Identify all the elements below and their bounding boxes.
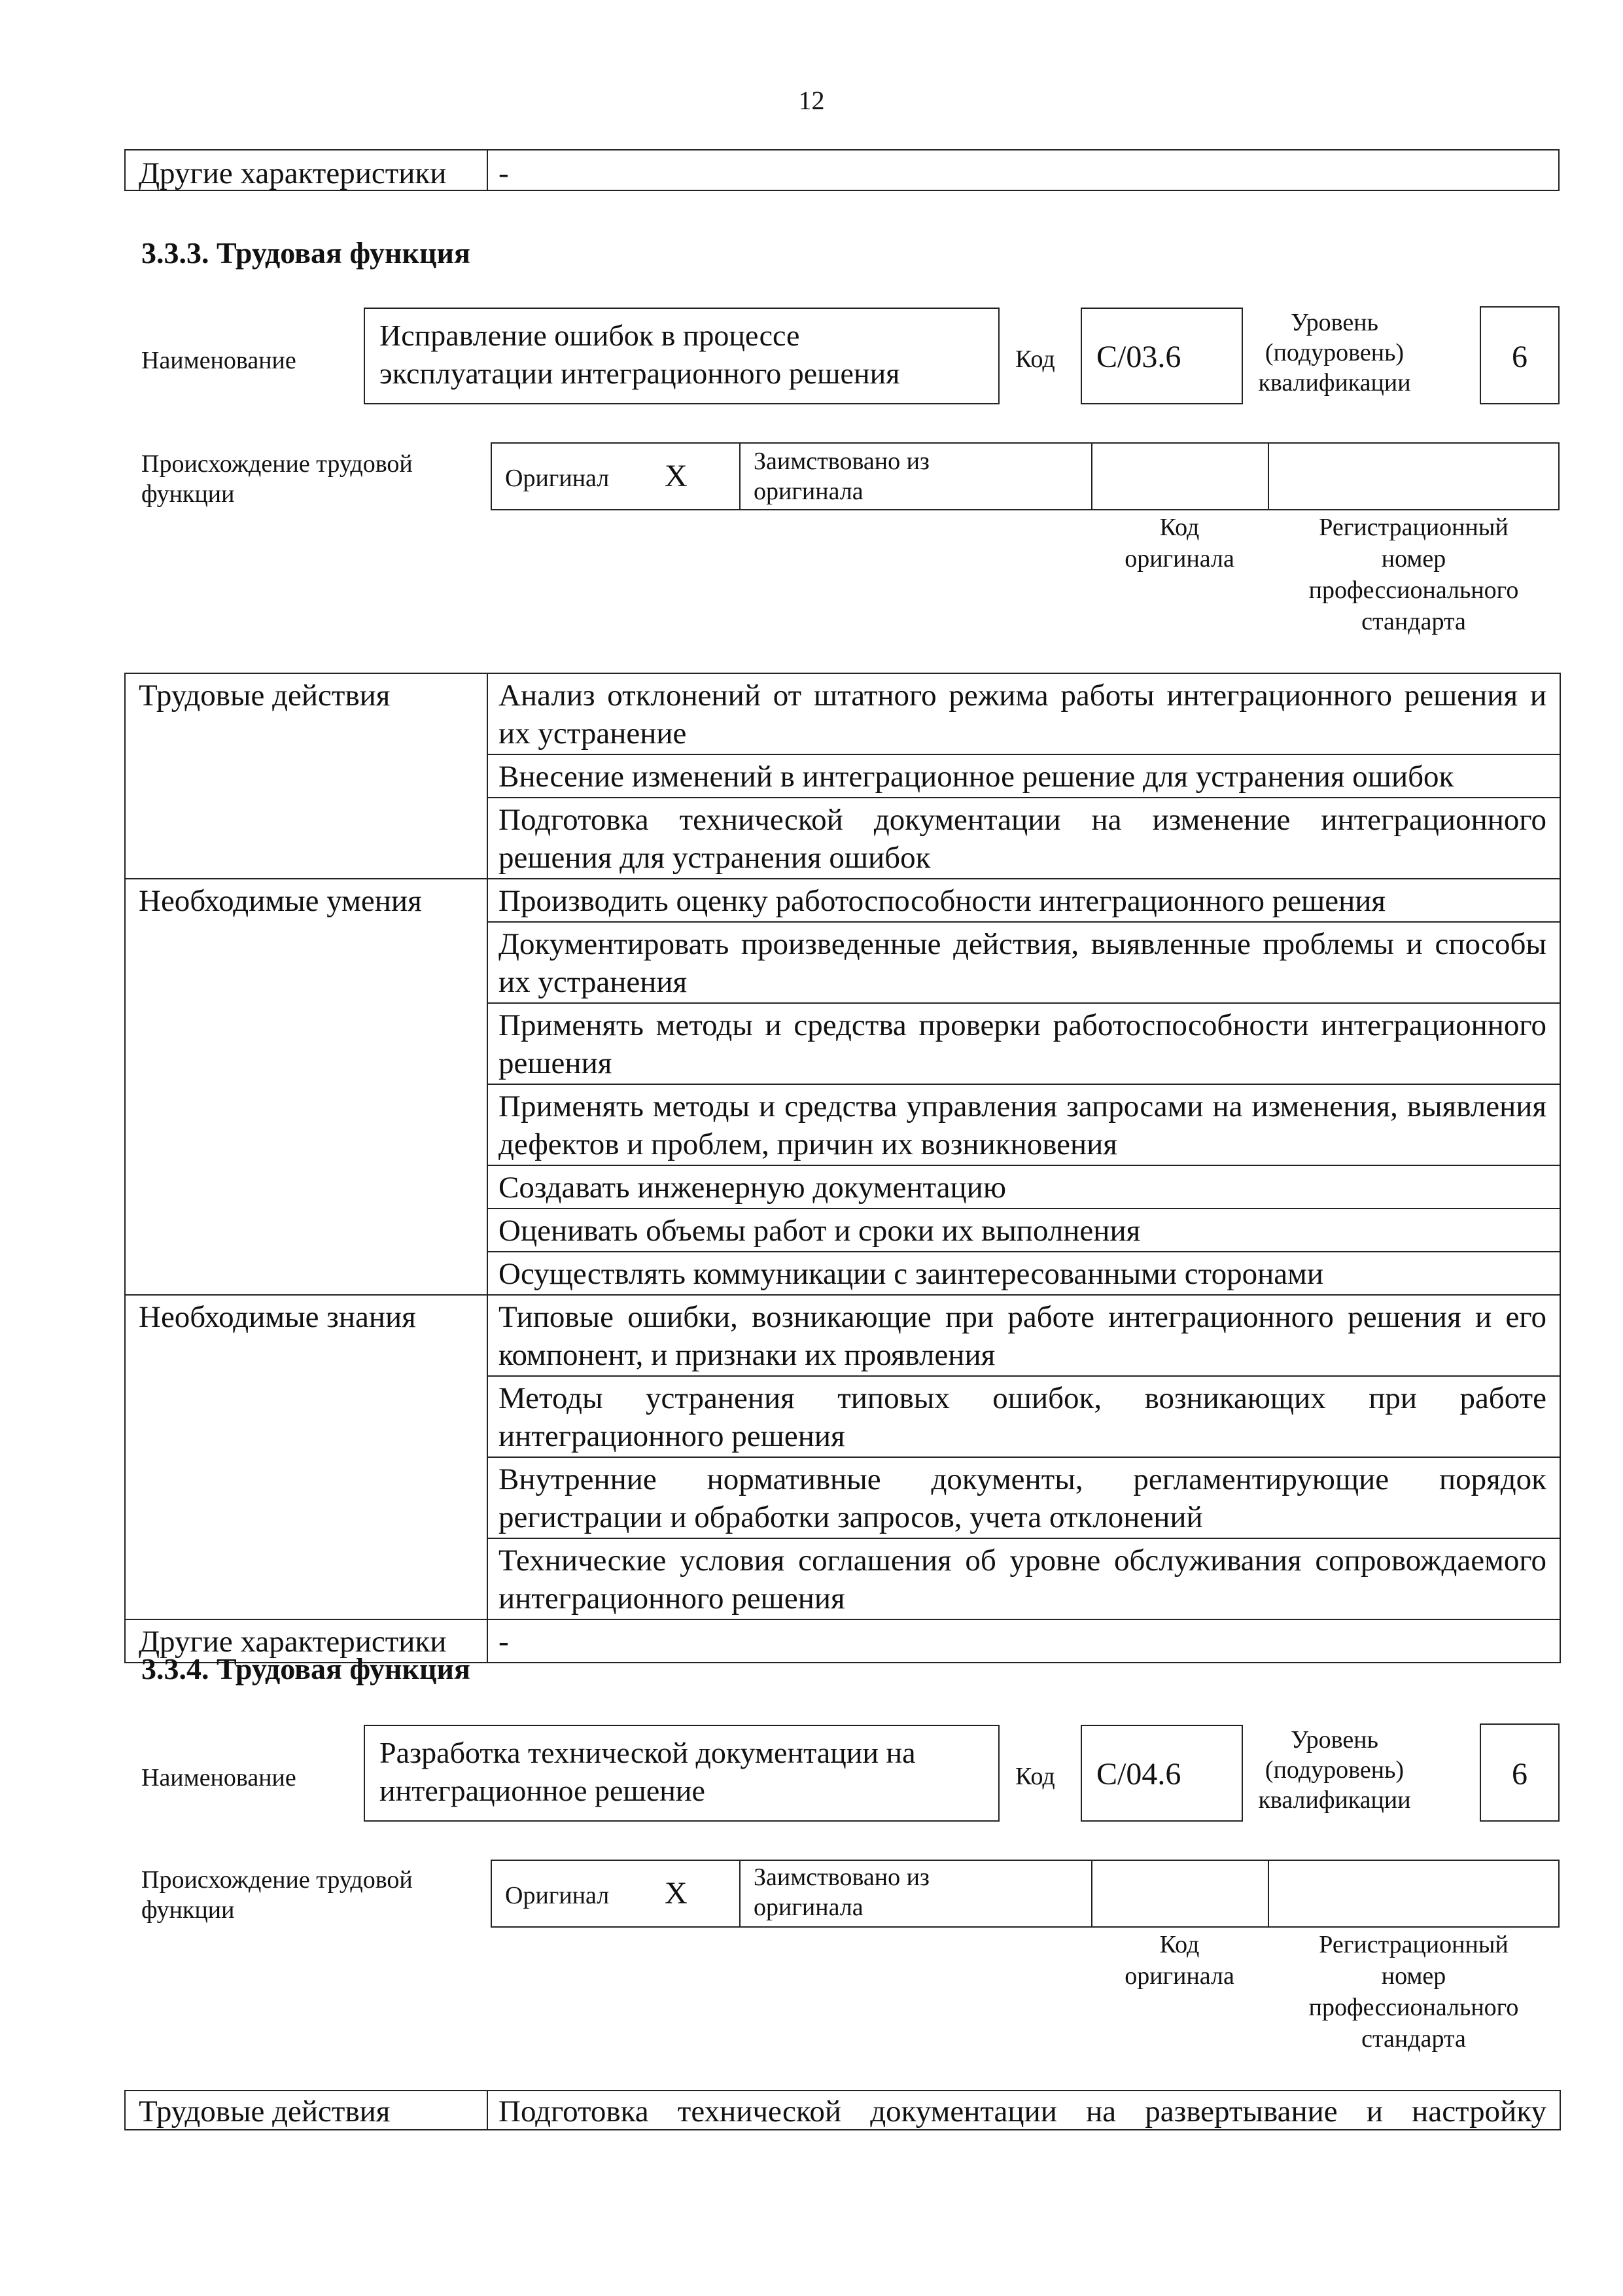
skill-item: Оценивать объемы работ и сроки их выполнения <box>487 1209 1560 1252</box>
other-characteristics-label: Другие характеристики <box>125 150 487 190</box>
other-characteristics-value: - <box>487 1619 1560 1663</box>
section-title-333: 3.3.3. Трудовая функция <box>141 236 470 270</box>
name-value-line: эксплуатации интеграционного решения <box>379 357 900 390</box>
skill-item: Создавать инженерную документацию <box>487 1165 1560 1209</box>
caption-line: стандарта <box>1361 2025 1466 2053</box>
section-title-334: 3.3.4. Трудовая функция <box>141 1652 470 1686</box>
level-label-333 <box>1256 308 1413 398</box>
caption-line: профессионального <box>1308 1994 1519 2021</box>
origin-label-line: функции <box>141 1896 235 1924</box>
caption-line: Код <box>1159 514 1200 541</box>
knowledge-item: Методы устранения типовых ошибок, возникающих при работе интеграционного решения <box>487 1376 1560 1457</box>
caption-line: оригинала <box>1125 1962 1234 1990</box>
skill-item: Документировать произведенные действия, выявленные проблемы и способы их устранения <box>487 922 1560 1003</box>
borrowed-label-line: оригинала <box>754 1894 864 1921</box>
name-value-line: Исправление ошибок в процессе <box>379 319 800 352</box>
name-value-box-334 <box>364 1725 1000 1822</box>
page-number: 12 <box>798 86 825 115</box>
required-skills-label: Необходимые умения <box>125 879 487 1295</box>
caption-line: профессионального <box>1308 576 1519 604</box>
name-value-box-333 <box>364 308 1000 404</box>
level-label-line: Уровень <box>1291 1726 1378 1754</box>
borrowed-label-line: Заимствовано из <box>754 1863 930 1891</box>
knowledge-item: Типовые ошибки, возникающие при работе интеграционного решения и его компонент, и признаки их проявления <box>487 1295 1560 1376</box>
code-value-box-334 <box>1081 1725 1243 1822</box>
origin-label-line: Происхождение трудовой <box>141 450 413 478</box>
caption-line: Код <box>1159 1931 1200 1958</box>
borrowed-label-line: Заимствовано из <box>754 448 930 475</box>
level-value: 6 <box>1512 1757 1527 1792</box>
level-label-line: квалификации <box>1258 1786 1411 1814</box>
caption-line: оригинала <box>1125 545 1234 573</box>
level-label-line: (подуровень) <box>1265 1756 1405 1784</box>
level-label-line: (подуровень) <box>1265 339 1405 366</box>
origin-box-334 <box>491 1860 1560 1928</box>
name-value-line: Разработка технической документации на <box>379 1736 916 1769</box>
code-original-caption-334 <box>1091 1929 1268 1992</box>
original-label: Оригинал <box>505 465 610 492</box>
other-characteristics-value: - <box>487 150 1559 190</box>
labor-action-item: Внесение изменений в интеграционное решение для устранения ошибок <box>487 754 1560 798</box>
origin-box-333 <box>491 442 1560 510</box>
caption-line: стандарта <box>1361 608 1466 635</box>
labor-function-table-333 <box>124 673 1561 1663</box>
reg-number-caption-334 <box>1268 1929 1560 2055</box>
caption-line: Регистрационный <box>1319 1931 1509 1958</box>
origin-label-334 <box>141 1865 413 1925</box>
skill-item: Применять методы и средства проверки работоспособности интеграционного решения <box>487 1003 1560 1084</box>
required-knowledge-label: Необходимые знания <box>125 1295 487 1619</box>
borrowed-label-line: оригинала <box>754 478 864 505</box>
labor-action-item: Подготовка технической документации на изменение интеграционного решения для устранения ошибок <box>487 798 1560 879</box>
top-other-row <box>124 149 1560 191</box>
original-mark: X <box>665 1876 688 1911</box>
caption-line: Регистрационный <box>1319 514 1509 541</box>
original-mark: X <box>665 459 688 493</box>
labor-function-table-334 <box>124 2090 1561 2130</box>
name-label-333: Наименование <box>141 347 296 374</box>
labor-action-item: Анализ отклонений от штатного режима работы интеграционного решения и их устранение <box>487 673 1560 754</box>
name-value-line: интеграционное решение <box>379 1774 705 1807</box>
code-value: C/03.6 <box>1096 340 1181 374</box>
level-value-box-334 <box>1480 1723 1560 1822</box>
origin-label-line: функции <box>141 480 235 508</box>
skill-item: Применять методы и средства управления запросами на изменения, выявления дефектов и проблем, причин их возникновения <box>487 1084 1560 1165</box>
code-label-333: Код <box>1015 345 1055 373</box>
borrowed-label-333 <box>754 446 930 506</box>
level-value: 6 <box>1512 340 1527 374</box>
level-label-line: квалификации <box>1258 369 1411 397</box>
caption-line: номер <box>1381 545 1446 573</box>
code-label-334: Код <box>1015 1763 1055 1790</box>
labor-actions-label: Трудовые действия <box>125 673 487 879</box>
labor-actions-label: Трудовые действия <box>125 2091 487 2130</box>
code-value: C/04.6 <box>1096 1757 1181 1792</box>
knowledge-item: Внутренние нормативные документы, регламентирующие порядок регистрации и обработки запросов, учета отклонений <box>487 1457 1560 1538</box>
origin-label-333 <box>141 449 413 509</box>
code-value-box-333 <box>1081 308 1243 404</box>
level-label-line: Уровень <box>1291 309 1378 336</box>
borrowed-label-334 <box>754 1862 930 1922</box>
skill-item: Осуществлять коммуникации с заинтересованными сторонами <box>487 1252 1560 1295</box>
level-label-334 <box>1256 1725 1413 1815</box>
skill-item: Производить оценку работоспособности интеграционного решения <box>487 879 1560 922</box>
other-characteristics-label: Другие характеристики <box>125 1619 487 1663</box>
labor-action-item: Подготовка технической документации на развертывание и настройку <box>487 2091 1560 2130</box>
knowledge-item: Технические условия соглашения об уровне обслуживания сопровождаемого интеграционного решения <box>487 1538 1560 1619</box>
code-original-caption-333 <box>1091 512 1268 574</box>
name-label-334: Наименование <box>141 1764 296 1792</box>
level-value-box-333 <box>1480 306 1560 404</box>
origin-label-line: Происхождение трудовой <box>141 1866 413 1894</box>
caption-line: номер <box>1381 1962 1446 1990</box>
reg-number-caption-333 <box>1268 512 1560 637</box>
original-label: Оригинал <box>505 1882 610 1909</box>
